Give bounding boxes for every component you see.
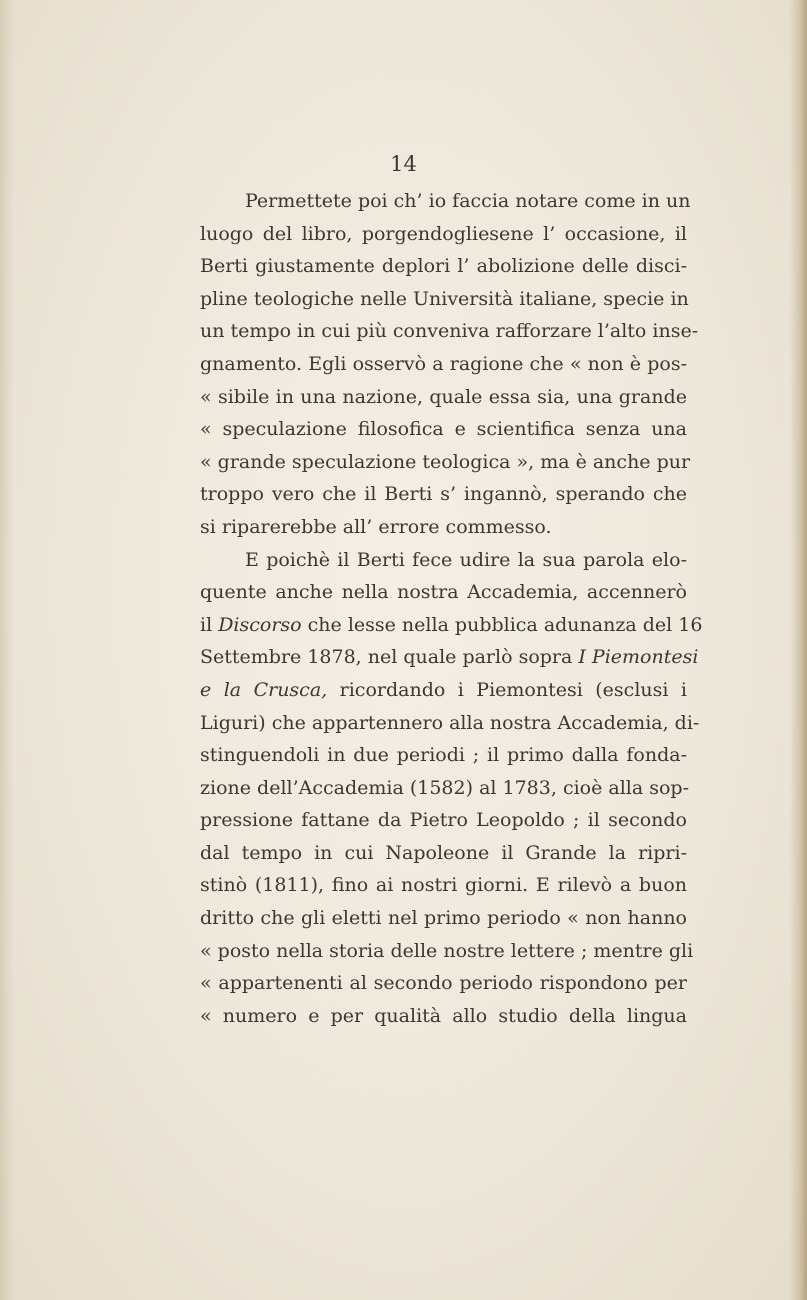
text-line: pressione fattane da Pietro Leopoldo ; il secondo bbox=[200, 809, 687, 832]
text-line: « speculazione filosofica e scientifica senza una bbox=[200, 418, 687, 441]
text-line: dal tempo in cui Napoleone il Grande la ripri- bbox=[200, 841, 687, 864]
text-line: pline teologiche nelle Università italiane, specie in bbox=[200, 287, 689, 310]
text-line: Liguri) che appartennero alla nostra Accademia, di- bbox=[200, 711, 700, 734]
text-line: Berti giustamente deplori l’ abolizione delle disci- bbox=[200, 255, 687, 278]
text-fragment: Settembre 1878, nel quale parlò sopra bbox=[200, 646, 579, 669]
text-line: « posto nella storia delle nostre lettere ; mentre gli bbox=[200, 939, 694, 962]
italic-title-piemontesi: I Piemontesi bbox=[578, 646, 699, 669]
text-line: zione dell’Accademia (1582) al 1783, cioè alla sop- bbox=[200, 776, 689, 799]
text-fragment: il bbox=[200, 613, 219, 636]
text-line: quente anche nella nostra Accademia, accennerò bbox=[200, 581, 687, 604]
text-line: « grande speculazione teologica », ma è anche pur bbox=[200, 450, 691, 473]
text-line bbox=[200, 641, 699, 674]
text-fragment: che lesse nella pubblica adunanza del 16 bbox=[301, 613, 703, 636]
text-line: troppo vero che il Berti s’ ingannò, sperando che bbox=[200, 483, 687, 506]
text-line: « numero e per qualità allo studio della lingua bbox=[200, 1004, 687, 1027]
text-line: un tempo in cui più conveniva rafforzare l’alto inse- bbox=[200, 320, 699, 343]
text-fragment: ricordando i Piemontesi (esclusi i bbox=[327, 678, 687, 701]
italic-title-crusca: e la Crusca, bbox=[200, 678, 328, 701]
text-line: luogo del libro, porgendogliesene l’ occasione, il bbox=[200, 222, 687, 245]
text-line: stinguendoli in due periodi ; il primo dalla fonda- bbox=[200, 744, 687, 767]
text-line: stinò (1811), fino ai nostri giorni. E rilevò a buon bbox=[200, 874, 687, 897]
text-line: « sibile in una nazione, quale essa sia, una grande bbox=[200, 385, 687, 408]
page-number: 14 bbox=[390, 152, 417, 176]
body-text bbox=[200, 185, 703, 1032]
page-left-edge-shadow bbox=[0, 0, 14, 1300]
text-line: dritto che gli eletti nel primo periodo « non hanno bbox=[200, 907, 687, 930]
text-line: « appartenenti al secondo periodo rispondono per bbox=[200, 972, 687, 995]
text-line: E poichè il Berti fece udire la sua parola elo- bbox=[245, 548, 687, 571]
italic-title-discorso: Discorso bbox=[218, 613, 302, 636]
page-right-edge-shadow bbox=[789, 0, 807, 1300]
text-line bbox=[200, 674, 687, 707]
text-line: gnamento. Egli osservò a ragione che « non è pos- bbox=[200, 352, 687, 375]
text-line: si riparerebbe all’ errore commesso. bbox=[200, 515, 552, 538]
text-line: Permettete poi ch’ io faccia notare come in un bbox=[245, 190, 691, 212]
text-line bbox=[200, 609, 703, 642]
